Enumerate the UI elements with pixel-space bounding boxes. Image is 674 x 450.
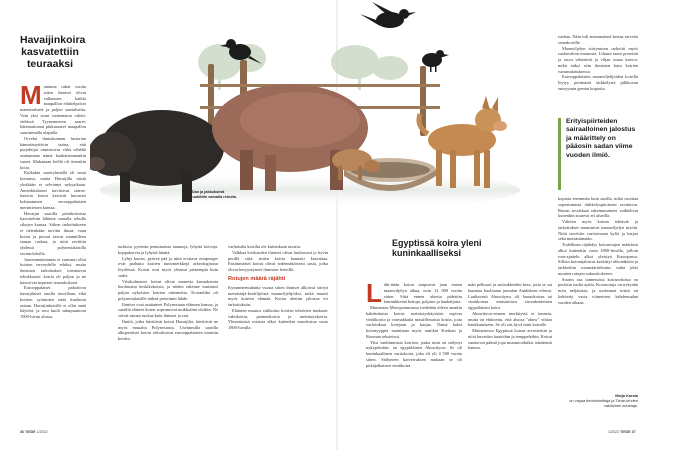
right-top-paragraph-3: Eurooppalaisten maanviljelijöiden koirilla löytyy perimästä tärkkelystä pilkkovan entsyymin geenin kopioita. <box>558 74 638 91</box>
middle-column <box>118 244 218 422</box>
footer-right-magazine: TIEDE <box>620 430 631 434</box>
egypt-col2-paragraph-2: Abuwtiyuw-nimen merkitystä ei tunneta, mutta on ehdotettu, että aluosa "abuw" viittaa haukkumiseen. Se oli siis hyvä nimi koiralle. <box>468 310 552 328</box>
author-bio: on vapaa tiedetoimittaja ja Tiede-lehden vakituinen avustaja. <box>569 398 638 408</box>
footer-left-page-number: 36 <box>20 430 24 434</box>
egypt-col1-paragraph-2: Yksi vanhimmista koirista, jonka nimi on säilynyt nykypäivään, on egyptiläinen Abuwtiyuw. Se oli kuninkaallinen vartiokoira, joka eli yli 4 500 vuotta sitten. Säilyneen kaiverruksen mukaan se oli pitkäjalkainen vinttikoira. <box>366 339 462 368</box>
right-bottom-paragraph-2: Vähiten myös koiran tehtävät ja tarkoitukset muuttuivat maanviljelyn myötä. Niitä tarvittiin vartioimaan kyliä ja karjaa sekä metsästämään. <box>558 219 638 242</box>
footer-left <box>20 430 48 434</box>
raven-top <box>360 2 416 28</box>
author-name: Maija Karala <box>615 393 638 398</box>
middle-paragraph-2: Lyhyt kuono, pyöreä pää ja niitä erottava otsapenger ovat parhaita koirien tuntomerkkejä arkeologisissa löydöissä. Koirat ovat myös yleensä pienempiä kuin sudet. <box>118 255 218 278</box>
egypt-col2-paragraph-1: män pelkuuri ja suitsukkeiden kera, jotta se sai kunniaa kuoltuaan jumalan Anubiksen edessä. Luultavasti Abuwtiyuw oli faaraokoiraa tai vinttikoiraa muistuttava sirorakenteinen egyptiläinen koira. <box>468 282 552 310</box>
lead-paragraph: uutama tuhat vuotta sitten ihmiset olivat vallanneet kaikki maapallon elinkelpoiset manneralueet ja paljon saarialueita. Vain yksi suuri tuntematon odotti: etelässä Tyynenmeren saaret, lukemattomat pikkusaaret maapallon suurimmalla ulapalla. <box>20 84 86 135</box>
egypt-col2-paragraph-3: Muinaisessa Egyptissä koiraa arvostettiin ja niitä kuvattiin hautoihin ja temppeleihin. Koirat saattoivat päästä jopa muumioiduiksi isäntiensä kanssa. <box>468 328 552 351</box>
raven-ground <box>422 50 449 72</box>
article-headline <box>20 34 86 70</box>
third-column <box>228 244 328 422</box>
author-signature <box>560 393 638 408</box>
right-top-paragraph-1: ruokaa. Näin tuli ensimmäistä kertaa tarvetta seurakoirille. <box>558 34 638 45</box>
middle-paragraph-5: Ilmiöt, jotka hävittivät koirat Havaijilta, hävittivät ne myös muualta Polynesiasta. Useimmilla saarilla alkuperäiset koirat sekoittuivat eurooppalaisten tuomiin koiriin. <box>118 318 218 341</box>
left-paragraph-3: Havaijin saarilla pienikokoista kasvatettiin lähinnä samalla rehulla sikojen kanssa. Siihen tarkoitukseen ei tietenkään tarvittu ilmaa, vaan koirat ja possut saivat suunnilleen samaa ruokaa, ja niitä ravittiin yhdessä polynesialaisilla ravintolaloilla. <box>20 210 86 256</box>
footer-right <box>608 430 636 434</box>
section-headline-egypt <box>392 238 490 258</box>
headline-line-3: teuraaksi <box>26 58 74 70</box>
third-paragraph-4: Eläinten muutos valikoitui koirien tehtävien mukaan: vahtikoiria, paimenkoiria ja metsästyskoiria. Yhtenäisistä rotuista alkoi kuitenkin muodostua vasta 1800-luvulla. <box>228 307 328 330</box>
left-paragraph-4: Juurenmukemmas ei varmasti ollut koirien terveydelle eduksi, mutta ihmisten tarkoitukset toteutuivat tehokkaasti: koiria oli paljon ja ne kasvoivat nopeasti teuraskokoon. <box>20 256 86 285</box>
left-column <box>20 84 86 424</box>
right-column-top <box>558 34 638 114</box>
footer-left-magazine: TIEDE <box>25 430 36 434</box>
middle-paragraph-1: turkissa, pyöreän pentumaisia naamoja, lyhyitä koivuja, koppakorvia ja lyhyitä häntiä. <box>118 244 218 255</box>
right-bottom-paragraph-4: Suurin osa tunnetuista koiraroduista on peräisin tuolta ajalta. Koirarotuja on nykyään noin neljäsataa, ja useimmat niistä on kehitetty vasta viimeisten kahdensadan vuoden aikana. <box>558 276 638 305</box>
third-paragraph-2: Valkkaa kivikauden ihmiset olivat luultavasti jo hyvin perillä siitä, miten koiria kannatti kasvattaa. Ensimmäiset koirat olivat todennäköisesti susia, jotka olivat kesyyntyneet ihmisten leireillä. <box>228 249 328 272</box>
egypt-lead: ähi-itään koirat saapuivat jaan ennen maanviljelyn alkua, noin 12 000 vuotta sitten. Siitä ennen aluetta pidettiin lammikkeinä kettuja, paljasta ja haukaljoita. <box>383 282 462 305</box>
image-caption: Sian ja jakkukoirat ruokittiin samalla rehulla. <box>191 190 237 199</box>
middle-paragraph-3: Viisikulmaiset koirat olivat monesta kuvauksesta huolimatta keskikokoisia, ja niiden rakenne muistutti paljon nykyisten koirien rakennetta. Koiranliha oli polynesialaisille tärkeä proteiinin lähde. <box>118 278 218 301</box>
left-paragraph-2: Kulkakin saariryhmällä oli omat koiransa, mutta Havaijilla niistä yksikään ei selvinnyt nykyaikaan. Amerikkalaiset tarvitsivat taaras-haaviin koirat kestivät huonosti kohtaamisen eurooppalaisten merimiesten kanssa. <box>20 170 86 210</box>
left-paragraph-1: Orvehä ihmiskunnan historian hämmästyttävin tarina, että purjehtijat onnistuivat vähä vähältä asuttamaan nämä kaukaisimmatkin saaret. Mukanaan heillä oli tietenkin koira. <box>20 135 86 170</box>
section-headline-line-2: kuninkaalliseksi <box>392 248 462 258</box>
egypt-column-1 <box>366 282 462 424</box>
footer-right-issue: 1/2022 <box>608 430 619 434</box>
headline-line-2: kasvatettiin <box>21 46 79 58</box>
dropcap-m: M <box>20 84 42 110</box>
right-bottom-paragraph-3: Todellinen räjähdys koirarotujen määrässä alkoi kuitenkin vasta 1800-luvulla, jolloin rotu-ajattelu alkoi yleistyä Euroopassa. Silloin koiranjalostus keskittyi ulkonäköön ja tarkkoihin rotumääritelmiin, mikä johti monien rotujen sukusiitokseen. <box>558 242 638 276</box>
headline-line-1: Havaijinkoira <box>20 34 86 46</box>
right-top-paragraph-2: Maanviljelyn siirtymisen tarkoitti myös ruokavalion muutosta. Lihasta saatu proteiini ja rasva vähenivät ja viljan osuus kasvoi, mikä näkyi niin ihmisten kuin koirien ruoansulatuksessa. <box>558 45 638 74</box>
right-column-bottom <box>558 196 638 390</box>
footer-right-page-number: 37 <box>631 430 636 434</box>
egypt-column-2 <box>468 282 552 424</box>
section-headline-line-1: Egyptissä koira yleni <box>392 238 482 248</box>
subheading-breeds: Rotujen määrä räjähti <box>228 275 286 282</box>
right-bottom-paragraph-1: kopiota enemmän kuin susilla, mikä osoittaa sopeutumista tärkkelyspitoiseen ravintoon. Ruoan arvokkaat rakennusaineet vaihtelivat kuitenkin suuresti eri alueilla. <box>558 196 638 219</box>
third-paragraph-3: Kymmenentuhatta vuotta sitten ihmiset alkoivat siirtyä metsästäjä-keräilijöistä maanviljelijöiksi, mikä muutti myös koirien elämää. Koiria alettiin jalostaa eri tarkoituksiin. <box>228 284 328 307</box>
third-paragraph-1: varhaisilta koirilta ole kuitenkaan tavattu. <box>228 244 302 249</box>
left-paragraph-5: Eurooppalaiset pakottivat havaijilaiset omilla tavoillaan, eikä koirien syöminen enää kuulunut asiaan. Havaijinkoirille ei ollut enää käyttöä, ja rotu kuoli sukupuuttoon 1900-luvun alussa. <box>20 285 86 319</box>
footer-left-issue: 1/2022 <box>36 430 48 434</box>
pull-quote: Erityispiirteiden sairaalloinen jalostus ja määrittely on pääosin sadan viime vuoden ilmiö. <box>558 118 642 190</box>
dropcap-l: L <box>366 282 382 308</box>
middle-paragraph-4: Ihmiset ovat asuttaneet Polynesiaan eläinten kanssa, ja saarilla eläneet koirat sopeutuivat niukkoihin oloihin. Ne söivät samaa ruokaa kuin ihmiset ja siat. <box>118 301 218 318</box>
egypt-col1-paragraph-1: Muinaisen Mesopotamiassa tiedetään olleen ainakin kahdenlaisia koiria: metsästyskäyttöön sopivia vinttikoiria ja voimakkaita mastiffimaisia koiria, joita varfoinkaat kotejaan ja karjaa. Nämä kaksi koiratyyppiä mainitaan myös antiikin Kreikan ja Rooman teksteissä. <box>366 305 462 339</box>
illustration-dogs-pigs-ravens <box>90 0 520 218</box>
